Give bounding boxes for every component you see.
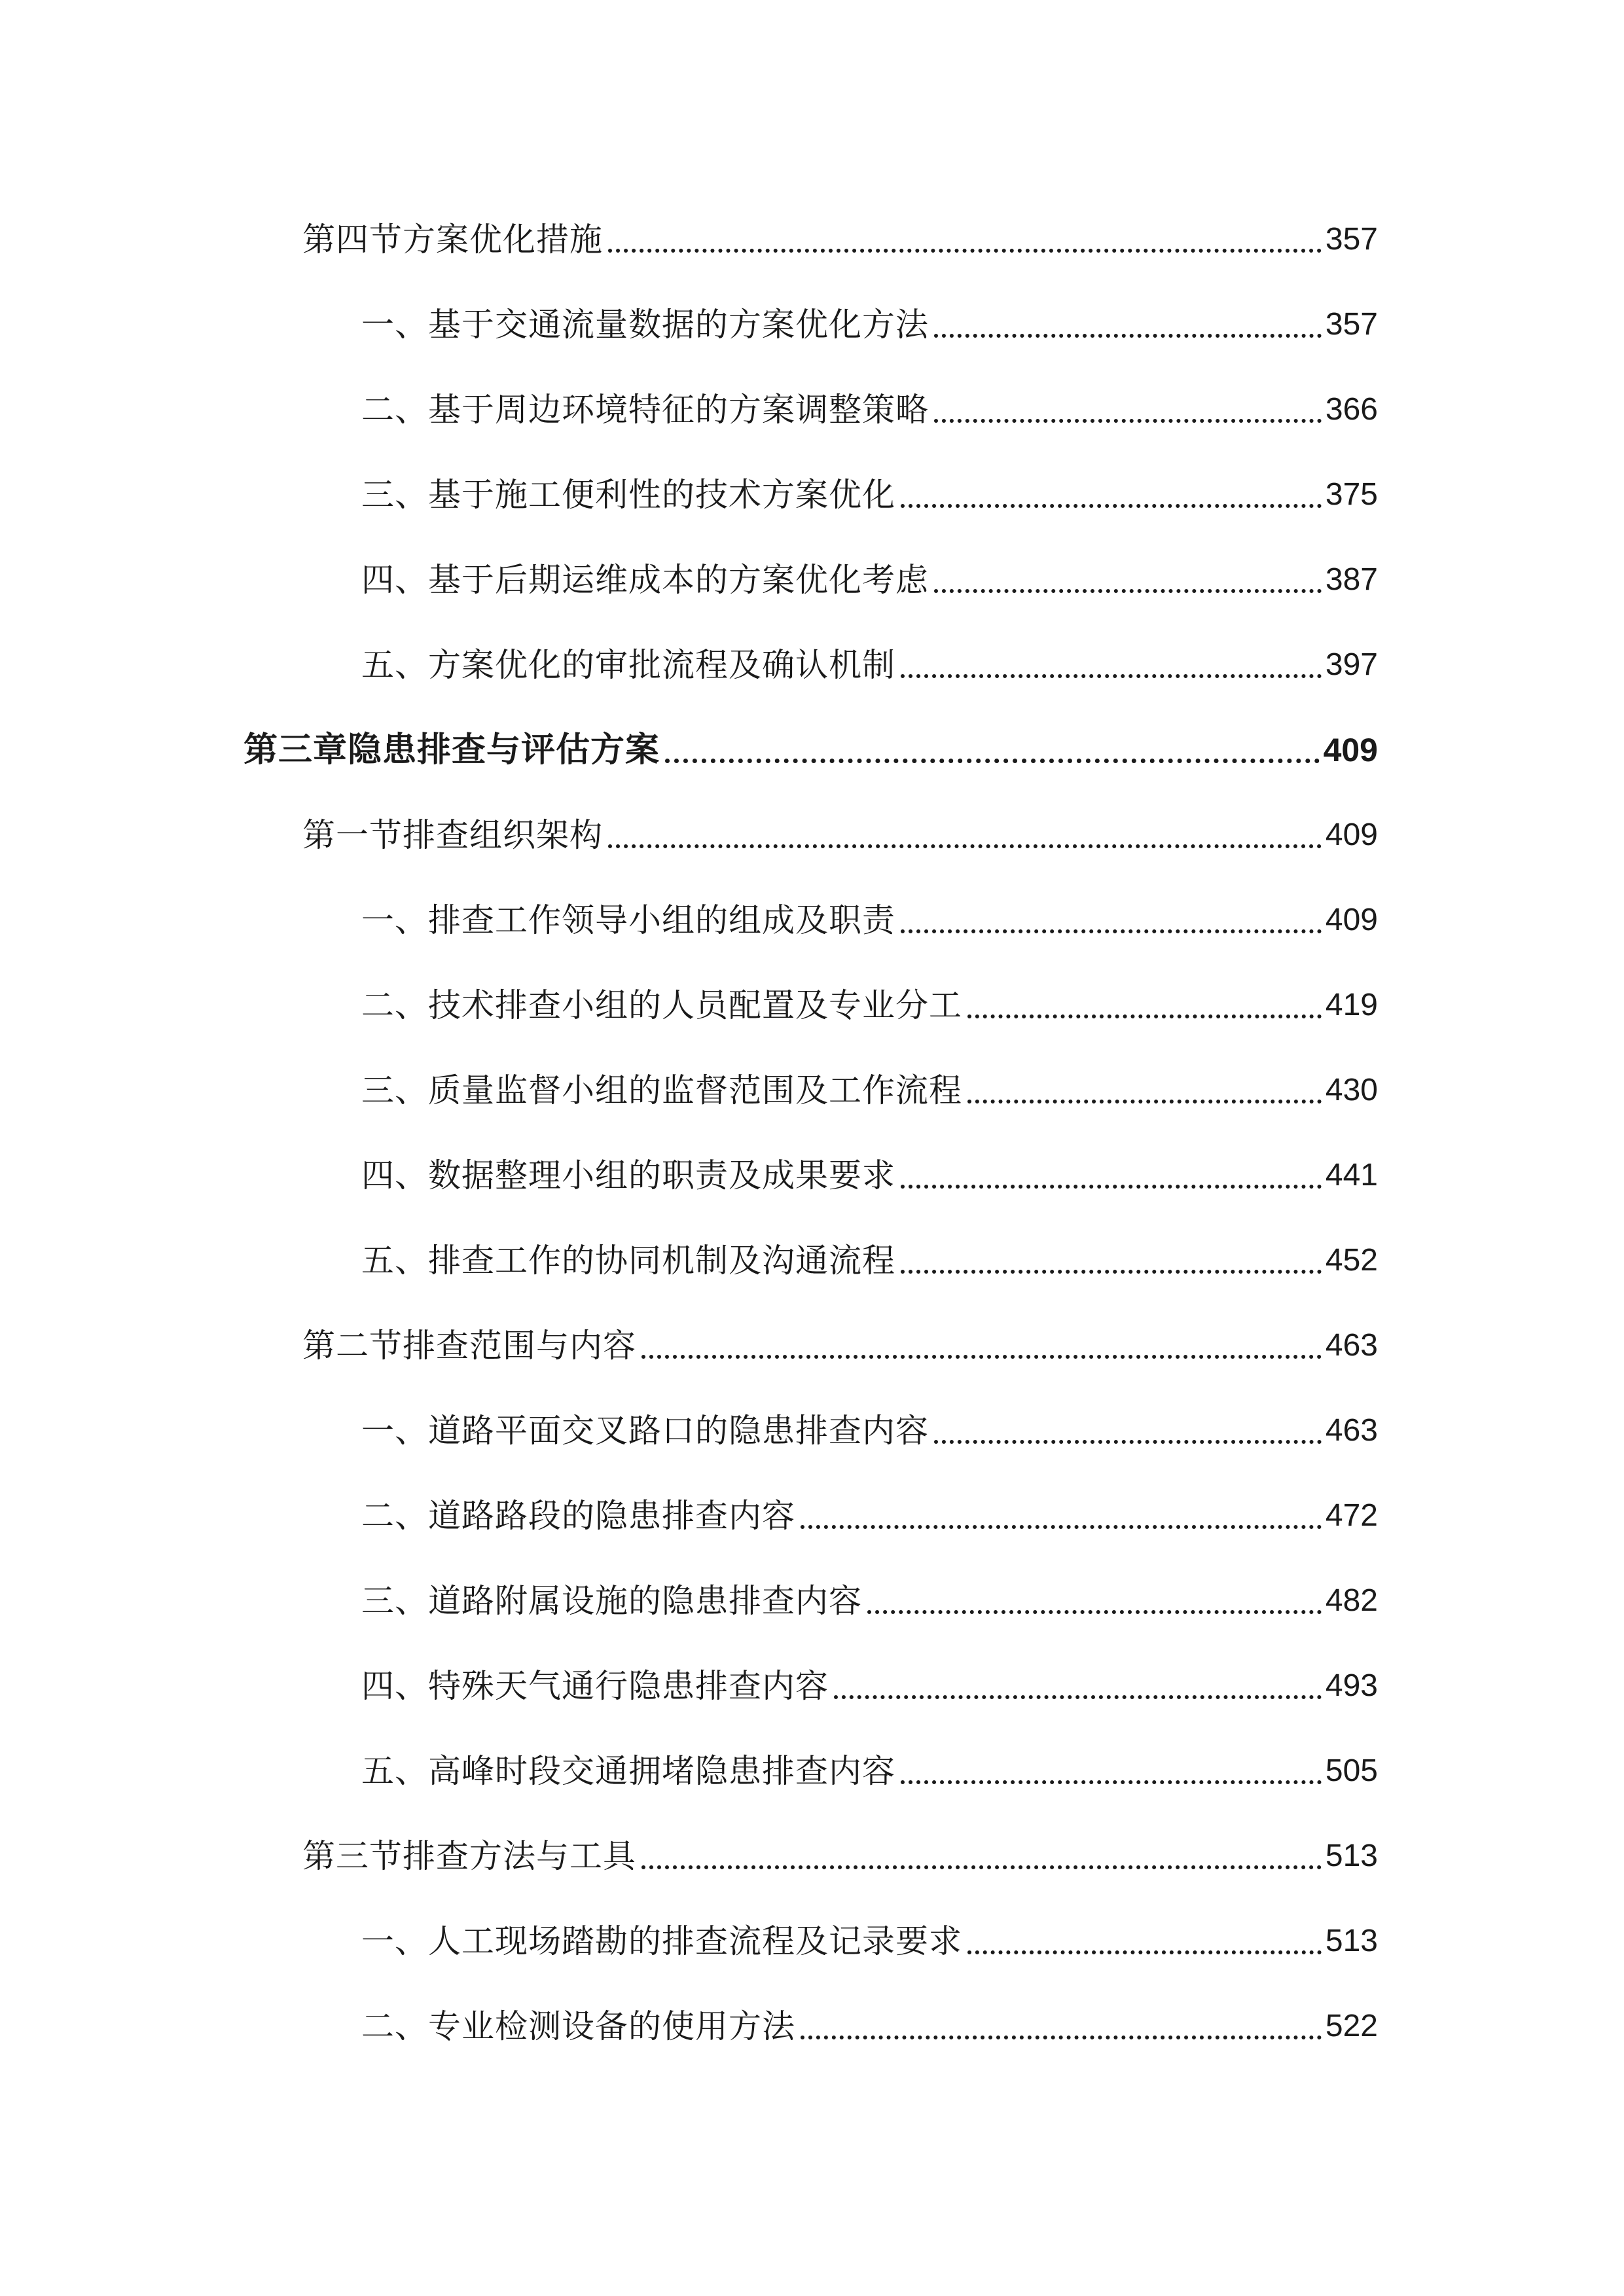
toc-dot-leader — [934, 334, 1322, 338]
toc-entry-title: 三、基于施工便利性的技术方案优化 — [361, 476, 895, 514]
toc-entry-title: 二、技术排查小组的人员配置及专业分工 — [361, 986, 962, 1024]
toc-page-number: 513 — [1325, 1839, 1378, 1873]
toc-entry[interactable] — [361, 1570, 1378, 1622]
toc-entry[interactable] — [302, 1825, 1378, 1877]
toc-entry-title: 五、高峰时段交通拥堵隐患排查内容 — [361, 1752, 895, 1790]
toc-entry[interactable] — [361, 889, 1378, 941]
toc-entry[interactable] — [361, 1229, 1378, 1282]
toc-page-number: 375 — [1325, 477, 1378, 512]
toc-entry-title: 五、方案优化的审批流程及确认机制 — [361, 646, 895, 684]
toc-entry-title: 第三节排查方法与工具 — [302, 1837, 636, 1875]
toc-entry[interactable] — [361, 1910, 1378, 1962]
toc-page-number: 463 — [1325, 1328, 1378, 1363]
toc-entry[interactable] — [361, 1655, 1378, 1707]
toc-entry[interactable] — [361, 378, 1378, 431]
toc-entry-title: 二、道路路段的隐患排查内容 — [361, 1497, 795, 1535]
toc-page-number: 430 — [1325, 1073, 1378, 1107]
toc-chapter-entry[interactable] — [244, 719, 1378, 771]
toc-entry-title: 第二节排查范围与内容 — [302, 1327, 636, 1365]
toc-entry-title: 一、排查工作领导小组的组成及职责 — [361, 901, 895, 939]
toc-entry-title: 一、基于交通流量数据的方案优化方法 — [361, 306, 929, 344]
toc-page-number: 397 — [1325, 647, 1378, 682]
toc-dot-leader — [934, 419, 1322, 423]
toc-entry[interactable] — [361, 293, 1378, 346]
toc-page-number: 493 — [1325, 1668, 1378, 1703]
toc-entry[interactable] — [302, 208, 1378, 260]
toc-entry[interactable] — [361, 548, 1378, 601]
toc-dot-leader — [967, 1014, 1322, 1018]
toc-dot-leader — [801, 1525, 1322, 1529]
toc-entry-title: 第三章隐患排查与评估方案 — [244, 730, 660, 770]
toc-entry[interactable] — [361, 1399, 1378, 1452]
toc-dot-leader — [967, 1100, 1322, 1103]
toc-dot-leader — [967, 1950, 1322, 1954]
toc-page-number: 387 — [1325, 562, 1378, 597]
toc-page-number: 357 — [1325, 222, 1378, 257]
toc-entry[interactable] — [361, 634, 1378, 686]
toc-page-number: 505 — [1325, 1753, 1378, 1788]
toc-entry-title: 二、专业检测设备的使用方法 — [361, 2007, 795, 2045]
toc-dot-leader — [867, 1610, 1322, 1614]
toc-entry-title: 一、道路平面交叉路口的隐患排查内容 — [361, 1412, 929, 1450]
toc-dot-leader — [641, 1865, 1322, 1869]
toc-page-number: 357 — [1325, 307, 1378, 342]
toc-entry[interactable] — [361, 1484, 1378, 1537]
toc-dot-leader — [901, 674, 1322, 678]
toc-dot-leader — [834, 1695, 1322, 1699]
toc-entry[interactable] — [302, 804, 1378, 856]
toc-entry[interactable] — [302, 1314, 1378, 1367]
toc-entry[interactable] — [361, 974, 1378, 1026]
toc-entry-title: 三、道路附属设施的隐患排查内容 — [361, 1582, 862, 1620]
toc-page-number: 482 — [1325, 1583, 1378, 1618]
toc-entry-title: 二、基于周边环境特征的方案调整策略 — [361, 391, 929, 429]
toc-dot-leader — [901, 1270, 1322, 1274]
toc-entry-title: 四、特殊天气通行隐患排查内容 — [361, 1667, 829, 1705]
toc-entry[interactable] — [361, 1740, 1378, 1792]
toc-dot-leader — [934, 589, 1322, 593]
toc-entry-title: 第一节排查组织架构 — [302, 816, 603, 854]
toc-entry[interactable] — [361, 463, 1378, 516]
toc-page-number: 441 — [1325, 1158, 1378, 1193]
toc-entry[interactable] — [361, 1059, 1378, 1111]
toc-dot-leader — [934, 1440, 1322, 1444]
toc-dot-leader — [901, 1185, 1322, 1189]
toc-page-number: 419 — [1325, 988, 1378, 1022]
toc-page-number: 513 — [1325, 1924, 1378, 1958]
toc-page-number: 463 — [1325, 1413, 1378, 1448]
toc-page-number: 409 — [1325, 903, 1378, 937]
toc-entry-title: 第四节方案优化措施 — [302, 221, 603, 259]
toc-entry-title: 四、基于后期运维成本的方案优化考虑 — [361, 561, 929, 599]
toc-dot-leader — [608, 844, 1322, 848]
toc-dot-leader — [901, 929, 1322, 933]
toc-dot-leader — [641, 1355, 1322, 1359]
toc-page-number: 472 — [1325, 1498, 1378, 1533]
toc-entry-title: 四、数据整理小组的职责及成果要求 — [361, 1157, 895, 1194]
toc-page-number: 452 — [1325, 1243, 1378, 1278]
toc-entry[interactable] — [361, 1144, 1378, 1196]
toc-page-number: 409 — [1323, 732, 1378, 768]
toc-entry-title: 五、排查工作的协同机制及沟通流程 — [361, 1242, 895, 1280]
toc-entry-title: 一、人工现场踏勘的排查流程及记录要求 — [361, 1922, 962, 1960]
toc-page-number: 522 — [1325, 2009, 1378, 2043]
toc-page-number: 366 — [1325, 392, 1378, 427]
toc-dot-leader — [901, 1780, 1322, 1784]
toc-dot-leader — [665, 759, 1320, 763]
toc-dot-leader — [801, 2036, 1322, 2039]
toc-entry-title: 三、质量监督小组的监督范围及工作流程 — [361, 1071, 962, 1109]
toc-entry[interactable] — [361, 1995, 1378, 2047]
toc-dot-leader — [901, 504, 1322, 508]
toc-dot-leader — [608, 249, 1322, 253]
toc-page-number: 409 — [1325, 817, 1378, 852]
